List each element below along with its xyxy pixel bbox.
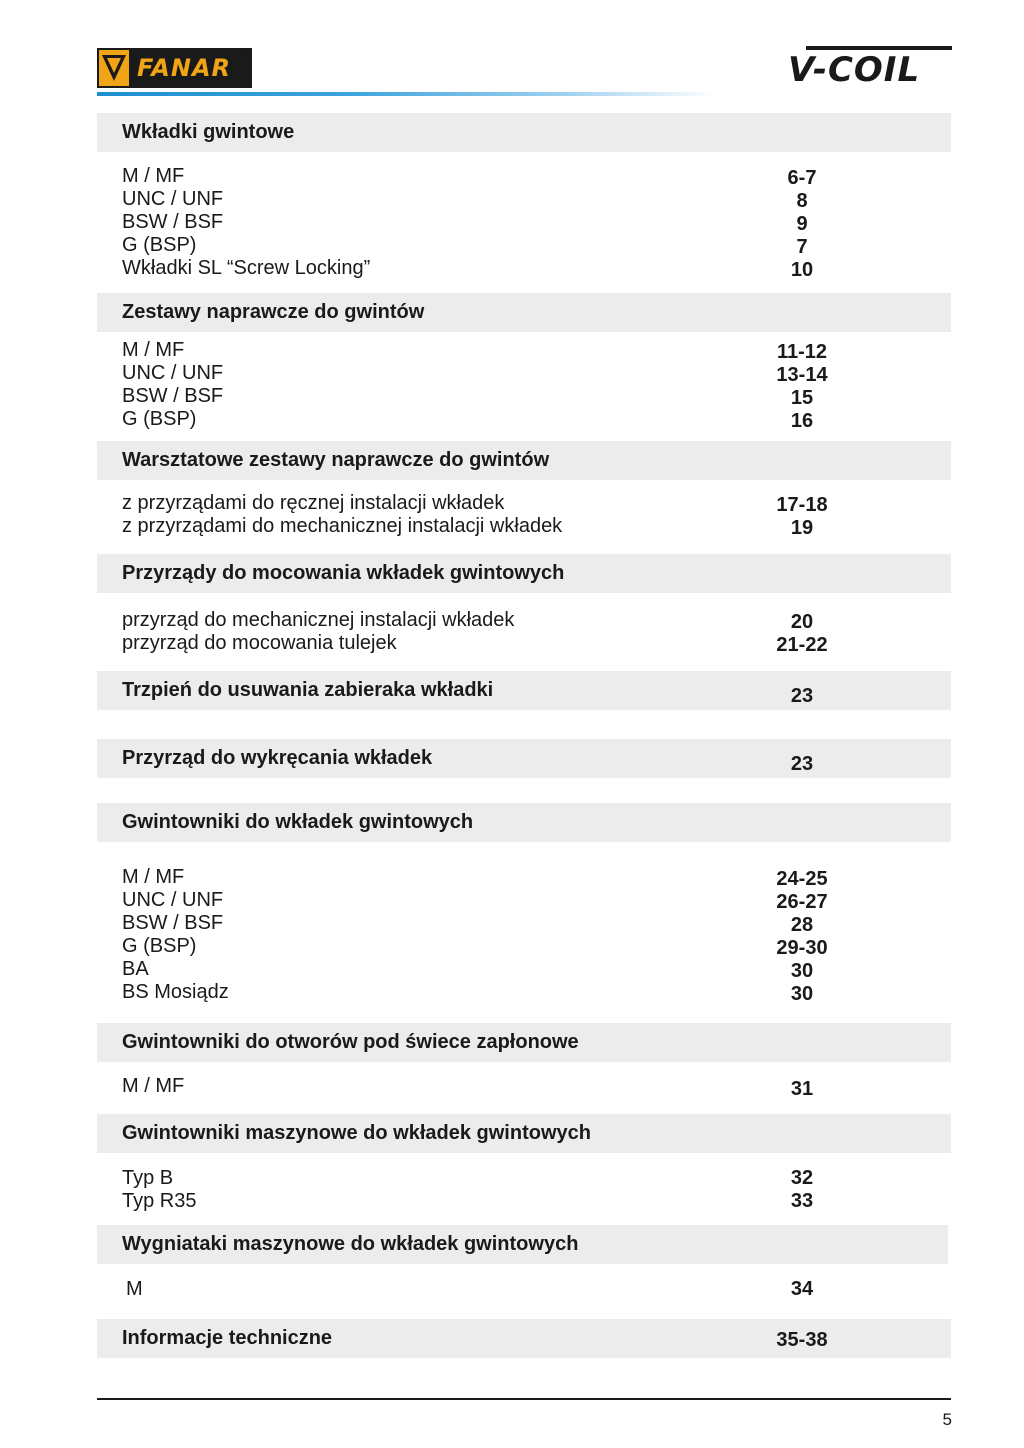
toc-item-label: M / MF xyxy=(122,1075,185,1097)
section-title: Informacje techniczne xyxy=(122,1327,333,1349)
section-header xyxy=(97,441,951,480)
toc-item-pages: 16 xyxy=(790,410,814,432)
section-header xyxy=(97,554,951,593)
section-pages: 23 xyxy=(790,753,814,775)
section-title: Przyrząd do wykręcania wkładek xyxy=(122,747,433,769)
header-gradient-line xyxy=(97,92,717,96)
toc-item-pages: 13-14 xyxy=(776,364,828,386)
toc-item-pages: 21-22 xyxy=(776,634,828,656)
toc-item-pages: 34 xyxy=(790,1278,814,1300)
section-header xyxy=(97,293,951,332)
toc-item-label: UNC / UNF xyxy=(122,188,224,210)
toc-item-pages: 32 xyxy=(790,1167,814,1189)
toc-item-label: M / MF xyxy=(122,165,185,187)
section-header xyxy=(97,1114,951,1153)
section-header xyxy=(97,671,951,710)
toc-item-pages: 10 xyxy=(790,259,814,281)
fanar-v-icon xyxy=(99,50,131,86)
section-title: Warsztatowe zestawy naprawcze do gwintów xyxy=(122,449,550,471)
toc-item-pages: 17-18 xyxy=(776,494,828,516)
toc-item-label: UNC / UNF xyxy=(122,889,224,911)
toc-item-pages: 9 xyxy=(796,213,808,235)
toc-item-label: M / MF xyxy=(122,866,185,888)
toc-item-label: BS Mosiądz xyxy=(122,981,229,1003)
page-number: 5 xyxy=(942,1410,952,1429)
fanar-logo-text: FANAR xyxy=(131,50,250,86)
toc-item-label: z przyrządami do mechanicznej instalacji wkładek xyxy=(122,515,563,537)
section-header xyxy=(97,739,951,778)
toc-item-label: UNC / UNF xyxy=(122,362,224,384)
toc-item-pages: 30 xyxy=(790,960,814,982)
toc-item-label: M xyxy=(126,1278,143,1300)
toc-item-pages: 28 xyxy=(790,914,814,936)
section-header xyxy=(97,1023,951,1062)
toc-item-label: G (BSP) xyxy=(122,234,197,256)
section-title: Trzpień do usuwania zabieraka wkładki xyxy=(122,679,494,701)
toc-item-pages: 29-30 xyxy=(776,937,828,959)
section-pages: 23 xyxy=(790,685,814,707)
toc-item-pages: 20 xyxy=(790,611,814,633)
footer-divider xyxy=(97,1398,951,1400)
section-header xyxy=(97,1225,948,1264)
toc-item-label: Typ R35 xyxy=(122,1190,197,1212)
toc-item-label: przyrząd do mechanicznej instalacji wkładek xyxy=(122,609,515,631)
toc-item-pages: 19 xyxy=(790,517,814,539)
toc-item-pages: 24-25 xyxy=(776,868,828,890)
toc-item-pages: 7 xyxy=(796,236,808,258)
section-title: Wkładki gwintowe xyxy=(122,121,295,143)
toc-item-label: Wkładki SL “Screw Locking” xyxy=(122,257,371,279)
toc-item-label: BA xyxy=(122,958,149,980)
vcoil-logo xyxy=(788,46,953,90)
section-title: Gwintowniki maszynowe do wkładek gwintowych xyxy=(122,1122,591,1144)
section-header xyxy=(97,1319,951,1358)
toc-item-pages: 6-7 xyxy=(787,167,817,189)
toc-item-label: M / MF xyxy=(122,339,185,361)
toc-item-label: Typ B xyxy=(122,1167,174,1189)
section-title: Zestawy naprawcze do gwintów xyxy=(122,301,425,323)
toc-item-label: BSW / BSF xyxy=(122,211,224,233)
vcoil-logo-text: V-COIL xyxy=(788,50,921,90)
toc-item-pages: 26-27 xyxy=(776,891,828,913)
section-header xyxy=(97,113,951,152)
section-title: Przyrządy do mocowania wkładek gwintowych xyxy=(122,562,565,584)
toc-item-pages: 11-12 xyxy=(776,341,828,363)
toc-item-pages: 15 xyxy=(790,387,814,409)
registered-mark: ® xyxy=(241,49,248,59)
toc-item-pages: 30 xyxy=(790,983,814,1005)
section-title: Gwintowniki do otworów pod świece zapłonowe xyxy=(122,1031,579,1053)
toc-item-pages: 33 xyxy=(790,1190,814,1212)
toc-item-pages: 31 xyxy=(790,1078,814,1100)
section-title: Wygniataki maszynowe do wkładek gwintowych xyxy=(122,1233,579,1255)
section-pages: 35-38 xyxy=(776,1329,828,1351)
section-title: Gwintowniki do wkładek gwintowych xyxy=(122,811,474,833)
toc-item-label: G (BSP) xyxy=(122,408,197,430)
toc-item-label: BSW / BSF xyxy=(122,912,224,934)
toc-item-label: BSW / BSF xyxy=(122,385,224,407)
toc-item-pages: 8 xyxy=(796,190,808,212)
toc-item-label: z przyrządami do ręcznej instalacji wkładek xyxy=(122,492,505,514)
section-header xyxy=(97,803,951,842)
toc-item-label: G (BSP) xyxy=(122,935,197,957)
toc-item-label: przyrząd do mocowania tulejek xyxy=(122,632,397,654)
fanar-logo xyxy=(97,48,252,88)
